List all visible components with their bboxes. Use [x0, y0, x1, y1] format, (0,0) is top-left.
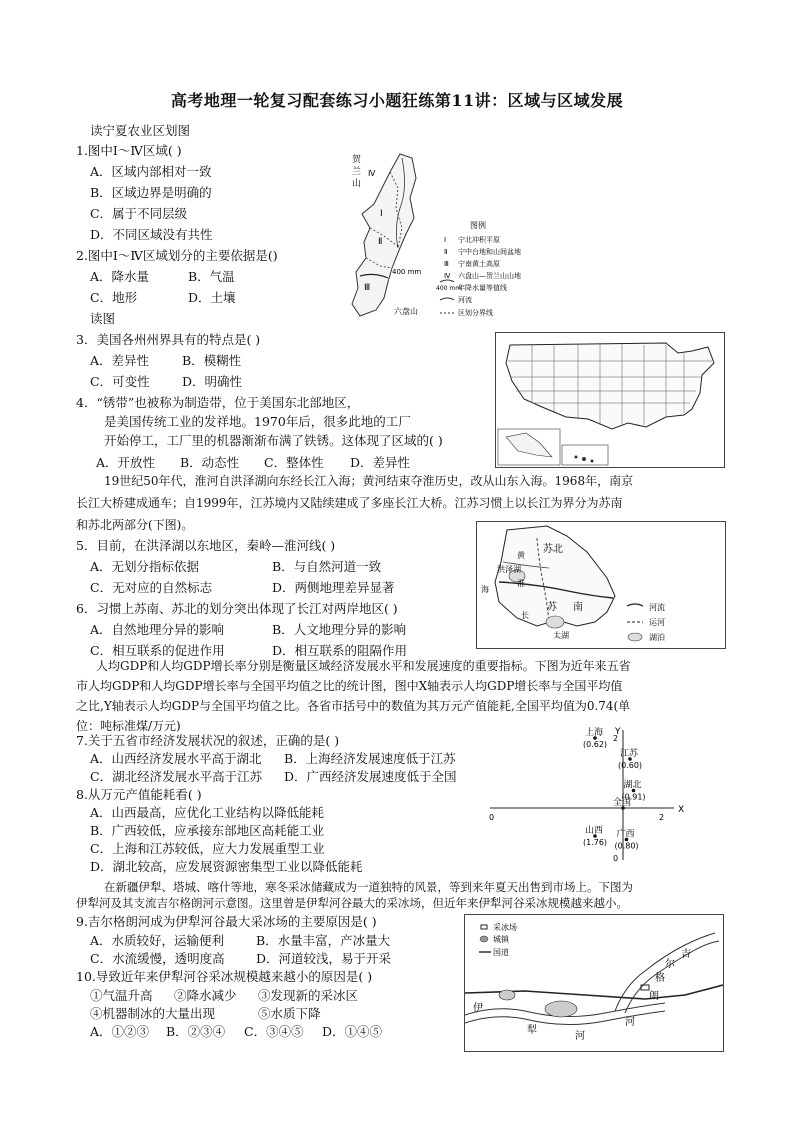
q10-option-c: C．③④⑤	[244, 1024, 304, 1039]
legend-ice-field: 采冰场	[493, 923, 517, 932]
q2-stem: 2.图中Ⅰ～Ⅳ区域划分的主要依据是()	[76, 248, 278, 263]
para-jiangsu-line-3: 和苏北两部分(下图)。	[76, 518, 194, 532]
isohyet-label: 400 mm	[392, 268, 422, 276]
label-hongze: 洪泽湖	[497, 565, 521, 574]
point-energy-4: (1.76)	[583, 838, 608, 847]
legend-title: 图例	[470, 221, 486, 230]
q6-option-d: D．相互联系的阻隔作用	[272, 643, 408, 658]
label-he-1: 河	[625, 1017, 635, 1028]
usa-states-map	[495, 332, 725, 468]
point-energy-1: (0.60)	[618, 761, 643, 770]
q8-option-c: C．上海和江苏较低，应大力发展重型工业	[90, 841, 325, 856]
legend-item-6: 河流	[458, 296, 472, 304]
para-ili-line-1: 在新疆伊犁、塔城、喀什等地，寒冬采冰储藏成为一道独特的风景，等到来年夏天出售到市场上。下图为	[104, 880, 633, 894]
point-label-2: 湖北	[623, 780, 642, 791]
q4-option-b: B．动态性	[180, 455, 240, 470]
q9-option-a: A．水质较好，运输便利	[90, 933, 225, 948]
label-er: 尔	[665, 959, 675, 970]
y-tick-label-0: 2	[613, 734, 619, 743]
legend-key-5: 400 mm	[436, 285, 462, 292]
q4-line-1: 4．“锈带”也被称为制造带，位于美国东北部地区，	[76, 395, 360, 410]
legend-key-4: Ⅳ	[444, 272, 451, 280]
label-chang: 长	[521, 611, 529, 620]
q6-option-a: A．自然地理分异的影响	[90, 622, 225, 637]
q6-option-b: B．人文地理分异的影响	[272, 622, 407, 637]
q4-line-3: 开始停工，工厂里的机器渐渐布满了铁锈。这体现了区域的( )	[104, 433, 443, 448]
point-label-0: 上海	[585, 728, 604, 738]
liupan-label: 六盘山	[394, 307, 418, 316]
q9-stem: 9.吉尔格朗河成为伊犁河谷最大采冰场的主要原因是( )	[76, 914, 377, 929]
q10-item-4: ④机器制冰的大量出现	[90, 1006, 216, 1021]
legend-item-5: 年降水量等值线	[458, 284, 507, 292]
point-label-5: 广西	[616, 829, 635, 840]
q10-item-5: ⑤水质下降	[258, 1006, 321, 1021]
legend-town: 城镇	[493, 935, 509, 944]
q1-option-c: C．属于不同层级	[90, 206, 188, 221]
q10-option-b: B．②③④	[166, 1024, 226, 1039]
jiangsu-map	[476, 521, 726, 649]
x-axis-label: X	[678, 805, 685, 815]
label-taihu: 太湖	[553, 631, 569, 640]
point-label-3: 全国	[613, 798, 632, 808]
label-sunan-2: 南	[573, 602, 583, 613]
q1-option-b: B．区域边界是明确的	[90, 185, 212, 200]
intro-ningxia: 读宁夏农业区划图	[90, 123, 191, 138]
q5-option-c: C．无对应的自然标志	[90, 580, 213, 595]
point-label-1: 江苏	[620, 749, 639, 759]
label-subei: 苏北	[543, 544, 563, 555]
q5-option-b: B．与自然河道一致	[272, 559, 382, 574]
q1-option-d: D．不同区域没有共性	[90, 227, 213, 242]
q6-stem: 6．习惯上苏南、苏北的划分突出体现了长江对两岸地区( )	[76, 601, 398, 616]
q4-option-a: A．开放性	[96, 455, 156, 470]
q7-option-a: A．山西经济发展水平高于湖北	[90, 751, 262, 766]
label-ji: 吉	[681, 949, 691, 960]
q7-option-c: C．湖北经济发展水平高于江苏	[90, 769, 263, 784]
legend-item-2: 宁中台地和山间盆地	[458, 248, 521, 256]
intro-read-map: 读图	[90, 311, 116, 326]
legend-canal: 运河	[649, 618, 665, 627]
legend-item-4: 六盘山—贺兰山山地	[458, 272, 521, 280]
q9-option-c: C．水流缓慢，透明度高	[90, 951, 225, 966]
point-energy-2: (0.91)	[621, 792, 646, 802]
para-gdp-line-4: 位：吨标准煤/万元)	[76, 719, 181, 733]
para-jiangsu-line-2: 长江大桥建成通车；自1999年，江苏境内又陆续建成了多座长江大桥。江苏习惯上以长江为界分为苏南	[76, 496, 623, 510]
q2-option-b: B．气温	[188, 269, 235, 284]
mtn-label-1: 贺	[352, 155, 362, 165]
legend-highway: 国道	[493, 948, 509, 957]
q7-option-b: B．上海经济发展速度低于江苏	[284, 751, 456, 766]
label-yi: 伊	[473, 1003, 483, 1014]
para-gdp-line-2: 市人均GDP和人均GDP增长率与全国平均值之比的统计图，图中X轴表示人均GDP增长率与全国平均值	[76, 679, 623, 693]
legend-item-7: 区划分界线	[458, 309, 493, 317]
region-label-2: Ⅱ	[378, 237, 383, 247]
q3-option-a: A．差异性	[90, 353, 150, 368]
legend-key-3: Ⅲ	[444, 260, 449, 268]
q9-option-b: B．水量丰富，产冰量大	[256, 933, 391, 948]
q8-stem: 8.从万元产值能耗看( )	[76, 787, 202, 802]
q5-option-a: A．无划分指标依据	[90, 559, 200, 574]
region-label-4: Ⅳ	[368, 169, 376, 178]
point-label-4: 山西	[585, 826, 604, 836]
legend-item-1: 宁北冲积平原	[458, 236, 500, 244]
label-sunan-1: 苏	[547, 602, 557, 613]
legend-key-2: Ⅱ	[444, 248, 448, 256]
legend-key-1: Ⅰ	[444, 236, 447, 244]
q3-stem: 3．美国各州州界具有的特点是( )	[76, 332, 261, 347]
q1-option-a: A．区域内部相对一致	[90, 164, 212, 179]
q6-option-c: C．相互联系的促进作用	[90, 643, 225, 658]
legend-lake: 湖泊	[649, 633, 665, 642]
point-energy-0: (0.62)	[583, 740, 608, 749]
point-energy-5: (0.80)	[614, 841, 639, 851]
q5-stem: 5．目前，在洪泽湖以东地区，秦岭—淮河线( )	[76, 538, 336, 553]
label-he-2: 河	[575, 1031, 585, 1042]
label-hai: 海	[481, 585, 489, 594]
x-tick-label-2: 2	[659, 813, 665, 822]
q3-option-d: D．明确性	[182, 374, 243, 389]
gdp-scatter-chart	[468, 720, 694, 870]
q3-option-b: B．模糊性	[182, 353, 242, 368]
y-axis-label: Y	[615, 727, 621, 737]
region-label-3: Ⅲ	[364, 283, 371, 293]
q8-option-b: B．广西较低，应承接东部地区高耗能工业	[90, 823, 325, 838]
label-huai: 淮	[517, 579, 525, 588]
para-jiangsu-line-1: 19世纪50年代，淮河自洪泽湖向东经长江入海；黄河结束夺淮历史，改从山东入海。1968年，南京	[104, 474, 634, 488]
q2-option-d: D．土壤	[188, 290, 236, 305]
q10-stem: 10.导致近年来伊犁河谷采冰规模越来越小的原因是( )	[76, 969, 373, 984]
q3-option-c: C．可变性	[90, 374, 150, 389]
mtn-label-3: 山	[352, 179, 362, 189]
para-gdp-line-3: 之比,Y轴表示人均GDP与全国平均值之比。各省市括号中的数值为其万元产值能耗,全国平均值为0.74(单	[76, 699, 631, 713]
legend-item-3: 宁南黄土高原	[458, 260, 500, 268]
q9-option-d: D．河道较浅，易于开采	[256, 951, 392, 966]
q10-option-a: A．①②③	[90, 1024, 150, 1039]
q10-item-3: ③发现新的采冰区	[258, 988, 359, 1003]
q2-option-a: A．降水量	[90, 269, 150, 284]
label-lang: 朗	[649, 991, 659, 1002]
para-ili-line-2: 伊犁河及其支流吉尔格朗河示意图。这里曾是伊犁河谷最大的采冰场，但近年来伊犁河谷采冰规模越来越小。	[76, 896, 628, 910]
q7-option-d: D．广西经济发展速度低于全国	[284, 769, 457, 784]
page-title: 高考地理一轮复习配套练习小题狂练第11讲：区域与区域发展	[170, 91, 624, 110]
q4-line-2: 是美国传统工业的发祥地。1970年后，很多此地的工厂	[104, 414, 411, 429]
q8-option-d: D．湖北较高，应发展资源密集型工业以降低能耗	[90, 859, 363, 874]
legend-river: 河流	[649, 603, 665, 612]
ili-river-map	[464, 914, 724, 1052]
q1-stem: 1.图中Ⅰ～Ⅳ区域( )	[76, 143, 182, 158]
mtn-label-2: 兰	[352, 167, 362, 177]
label-ge: 格	[655, 973, 665, 984]
label-li: 犁	[527, 1025, 537, 1036]
q7-stem: 7.关于五省市经济发展状况的叙述，正确的是( )	[76, 733, 340, 748]
q4-option-d: D．差异性	[350, 455, 411, 470]
label-huang: 黄	[517, 551, 525, 560]
q10-option-d: D．①④⑤	[322, 1024, 383, 1039]
ningxia-map	[340, 148, 540, 326]
q8-option-a: A．山西最高，应优化工业结构以降低能耗	[90, 805, 325, 820]
q10-item-2: ②降水减少	[174, 988, 237, 1003]
region-label-1: Ⅰ	[380, 209, 383, 219]
q2-option-c: C．地形	[90, 290, 138, 305]
q5-option-d: D．两侧地理差异显著	[272, 580, 395, 595]
q10-item-1: ①气温升高	[90, 988, 153, 1003]
y-tick-label-1: 0	[613, 854, 619, 863]
para-gdp-line-1: 人均GDP和人均GDP增长率分别是衡量区域经济发展水平和发展速度的重要指标。下图为近年来五省	[96, 659, 631, 673]
q4-option-c: C．整体性	[264, 455, 324, 470]
x-tick-label-0: 0	[489, 813, 495, 822]
